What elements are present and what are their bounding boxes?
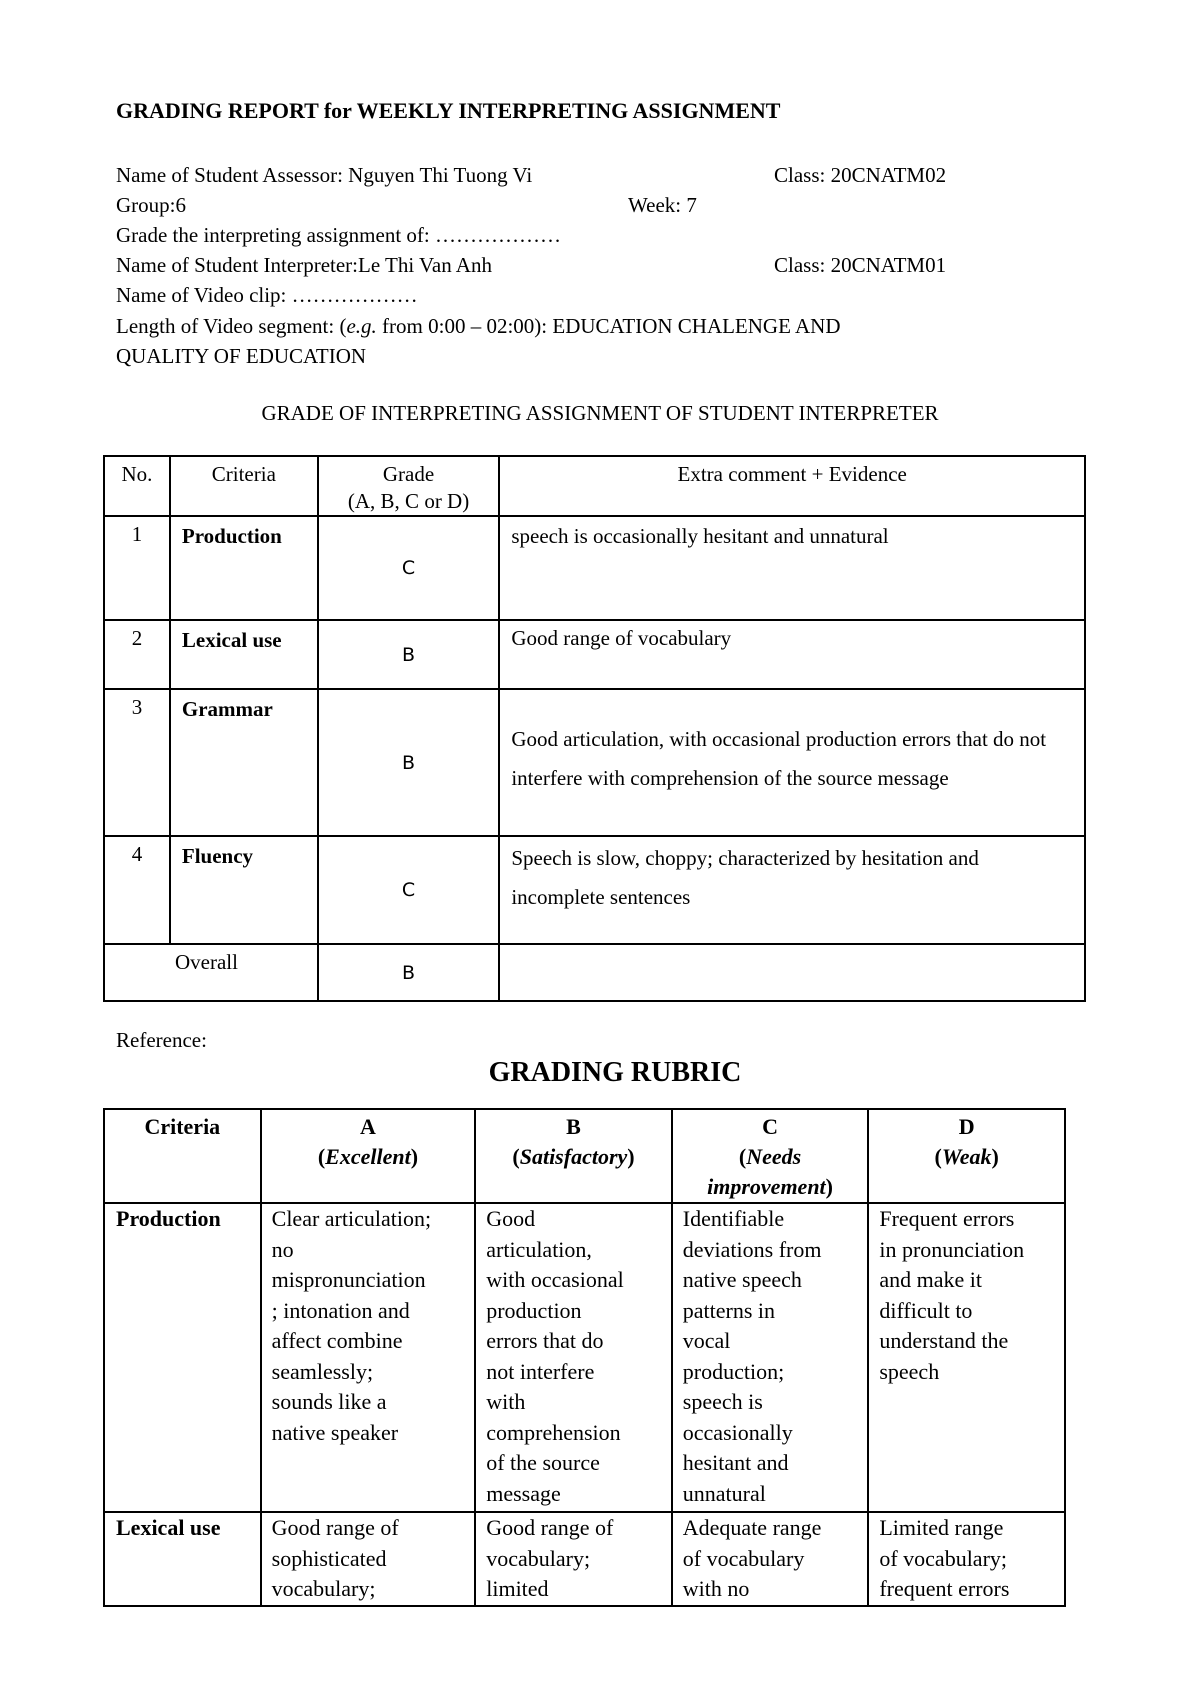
- table-row: [104, 689, 1085, 836]
- rubric-cell-line: Identifiable: [682, 1206, 785, 1231]
- rubric-table: [103, 1108, 1066, 1607]
- rubric-cell-line: mispronunciation: [271, 1267, 426, 1292]
- rubric-cell: [672, 1512, 869, 1606]
- interpreter-class: Class: 20CNATM01: [774, 253, 947, 277]
- row-comment: speech is occasionally hesitant and unnatural: [499, 516, 1085, 620]
- rubric-header-criteria: Criteria: [104, 1109, 261, 1203]
- rubric-cell: [672, 1203, 869, 1512]
- rubric-cell-line: with occasional: [486, 1267, 624, 1292]
- rubric-level-name: Needs: [746, 1144, 802, 1169]
- rubric-cell: [475, 1203, 672, 1512]
- rubric-cell-line: with: [486, 1389, 526, 1414]
- rubric-cell-line: message: [486, 1480, 561, 1506]
- row-comment: Good articulation, with occasional production errors that do not interfere with comprehension of the source message: [499, 689, 1085, 836]
- rubric-criteria: Lexical use: [104, 1512, 261, 1606]
- row-criteria: Fluency: [170, 836, 318, 944]
- rubric-cell-line: Clear articulation;: [271, 1206, 432, 1231]
- rubric-criteria: Production: [104, 1203, 261, 1512]
- rubric-cell-line: vocabulary;: [486, 1545, 591, 1571]
- rubric-cell-line: Limited range: [879, 1515, 1004, 1540]
- grade-table-header: [104, 456, 1085, 516]
- rubric-cell-line: sophisticated: [271, 1545, 387, 1571]
- rubric-cell-line: affect combine: [271, 1328, 403, 1353]
- rubric-cell-line: patterns in: [682, 1297, 776, 1323]
- row-criteria: Grammar: [170, 689, 318, 836]
- rubric-cell-line: not interfere: [486, 1358, 595, 1384]
- reference-label: Reference:: [116, 1028, 207, 1052]
- header-grade-line2: (A, B, C or D): [347, 489, 470, 513]
- rubric-cell-line: Adequate range: [682, 1515, 822, 1540]
- overall-comment: [499, 944, 1085, 1001]
- rubric-header-b: B (Satisfactory): [475, 1109, 672, 1203]
- rubric-cell-line: comprehension: [486, 1419, 621, 1445]
- grade-section-title: GRADE OF INTERPRETING ASSIGNMENT OF STUDENT INTERPRETER: [261, 401, 939, 425]
- table-row: [104, 516, 1085, 620]
- row-criteria: Production: [170, 516, 318, 620]
- row-comment: Speech is slow, choppy; characterized by hesitation and incomplete sentences: [499, 836, 1085, 944]
- rubric-cell-line: vocal: [682, 1328, 731, 1353]
- overall-grade: B: [318, 944, 500, 1001]
- rubric-cell-line: occasionally: [682, 1419, 793, 1445]
- table-row: [104, 620, 1085, 689]
- rubric-cell-line: of vocabulary: [682, 1545, 805, 1571]
- rubric-level-name-cont: improvement: [707, 1174, 826, 1199]
- rubric-level-name: Excellent: [325, 1144, 411, 1169]
- table-row: [104, 836, 1085, 944]
- rubric-cell: [261, 1203, 476, 1512]
- row-number: 3: [104, 689, 170, 836]
- graded-assignment-of: Grade the interpreting assignment of: ………………: [116, 223, 561, 247]
- rubric-cell-line: Good range of: [486, 1515, 614, 1540]
- rubric-cell-line: production: [486, 1297, 582, 1323]
- row-grade: C: [318, 516, 500, 620]
- rubric-cell-line: limited: [486, 1576, 549, 1601]
- rubric-cell-line: Frequent errors: [879, 1206, 1015, 1231]
- rubric-cell-line: articulation,: [486, 1236, 592, 1262]
- rubric-cell-line: Good: [486, 1206, 536, 1231]
- rubric-cell: [868, 1512, 1065, 1606]
- rubric-title: GRADING RUBRIC: [488, 1057, 742, 1088]
- row-comment: Good range of vocabulary: [499, 620, 1085, 689]
- rubric-level-letter: C: [762, 1114, 778, 1139]
- rubric-cell-line: no: [271, 1236, 294, 1262]
- report-title: GRADING REPORT for WEEKLY INTERPRETING ASSIGNMENT: [116, 98, 781, 123]
- grade-table: [103, 455, 1086, 1002]
- overall-row: [104, 944, 1085, 1001]
- rubric-cell-line: and make it: [879, 1267, 982, 1292]
- video-clip-name: Name of Video clip: ………………: [116, 283, 418, 307]
- length-rest: from 0:00 – 02:00): EDUCATION CHALENGE AND: [376, 314, 841, 338]
- rubric-cell-line: of the source: [486, 1450, 600, 1475]
- rubric-cell-line: of vocabulary;: [879, 1545, 1008, 1571]
- header-grade: [318, 456, 500, 516]
- rubric-header-a: A (Excellent): [261, 1109, 476, 1203]
- rubric-cell-line: native speech: [682, 1267, 802, 1292]
- row-number: 4: [104, 836, 170, 944]
- rubric-cell-line: speech: [879, 1358, 940, 1384]
- rubric-cell-line: seamlessly;: [271, 1358, 374, 1384]
- group-number: Group:6: [116, 193, 186, 217]
- rubric-cell-line: Good range of: [271, 1515, 399, 1540]
- rubric-header: [104, 1109, 1065, 1203]
- rubric-cell-line: ; intonation and: [271, 1297, 410, 1323]
- rubric-level-name: Weak: [941, 1144, 992, 1169]
- rubric-cell-line: understand the: [879, 1328, 1009, 1353]
- header-no: No.: [104, 456, 170, 516]
- rubric-cell-line: in pronunciation: [879, 1236, 1025, 1262]
- rubric-cell-line: errors that do: [486, 1328, 604, 1353]
- rubric-cell: [475, 1512, 672, 1606]
- interpreter-name: Name of Student Interpreter:Le Thi Van Anh: [116, 253, 492, 277]
- rubric-cell-line: unnatural: [682, 1480, 766, 1506]
- row-grade: B: [318, 620, 500, 689]
- rubric-row-production: [104, 1203, 1065, 1512]
- header-criteria: Criteria: [170, 456, 318, 516]
- rubric-level-name: Satisfactory: [519, 1144, 628, 1169]
- rubric-cell-line: with no: [682, 1576, 750, 1601]
- row-grade: B: [318, 689, 500, 836]
- row-number: 1: [104, 516, 170, 620]
- rubric-level-letter: B: [566, 1114, 581, 1139]
- header-grade-line1: Grade: [382, 462, 435, 486]
- row-number: 2: [104, 620, 170, 689]
- rubric-cell-line: deviations from: [682, 1236, 822, 1262]
- week-number: Week: 7: [628, 193, 697, 217]
- rubric-cell-line: speech is: [682, 1389, 763, 1414]
- rubric-row-lexical-use: [104, 1512, 1065, 1606]
- rubric-cell-line: difficult to: [879, 1297, 973, 1323]
- rubric-header-d: D (Weak): [868, 1109, 1065, 1203]
- header-comment: Extra comment + Evidence: [499, 456, 1085, 516]
- rubric-level-letter: A: [359, 1114, 376, 1139]
- rubric-level-letter: D: [958, 1114, 975, 1139]
- assessor-name: Name of Student Assessor: Nguyen Thi Tuong Vi: [116, 163, 533, 187]
- video-segment-length: [116, 311, 841, 341]
- overall-label: Overall: [104, 944, 318, 1001]
- row-grade: C: [318, 836, 500, 944]
- length-eg: e.g.: [346, 314, 377, 338]
- row-criteria: Lexical use: [170, 620, 318, 689]
- length-prefix: Length of Video segment: (: [116, 314, 347, 338]
- rubric-header-c: C (Needs improvement): [672, 1109, 869, 1203]
- rubric-cell-line: hesitant and: [682, 1450, 789, 1475]
- rubric-cell-line: production;: [682, 1358, 785, 1384]
- rubric-cell-line: sounds like a: [271, 1389, 387, 1414]
- video-segment-topic: QUALITY OF EDUCATION: [116, 344, 367, 368]
- rubric-cell: [261, 1512, 476, 1606]
- rubric-cell-line: frequent errors: [879, 1576, 1010, 1601]
- assessor-class: Class: 20CNATM02: [774, 163, 947, 187]
- rubric-cell-line: native speaker: [271, 1419, 399, 1445]
- rubric-cell: [868, 1203, 1065, 1512]
- rubric-cell-line: vocabulary;: [271, 1576, 376, 1601]
